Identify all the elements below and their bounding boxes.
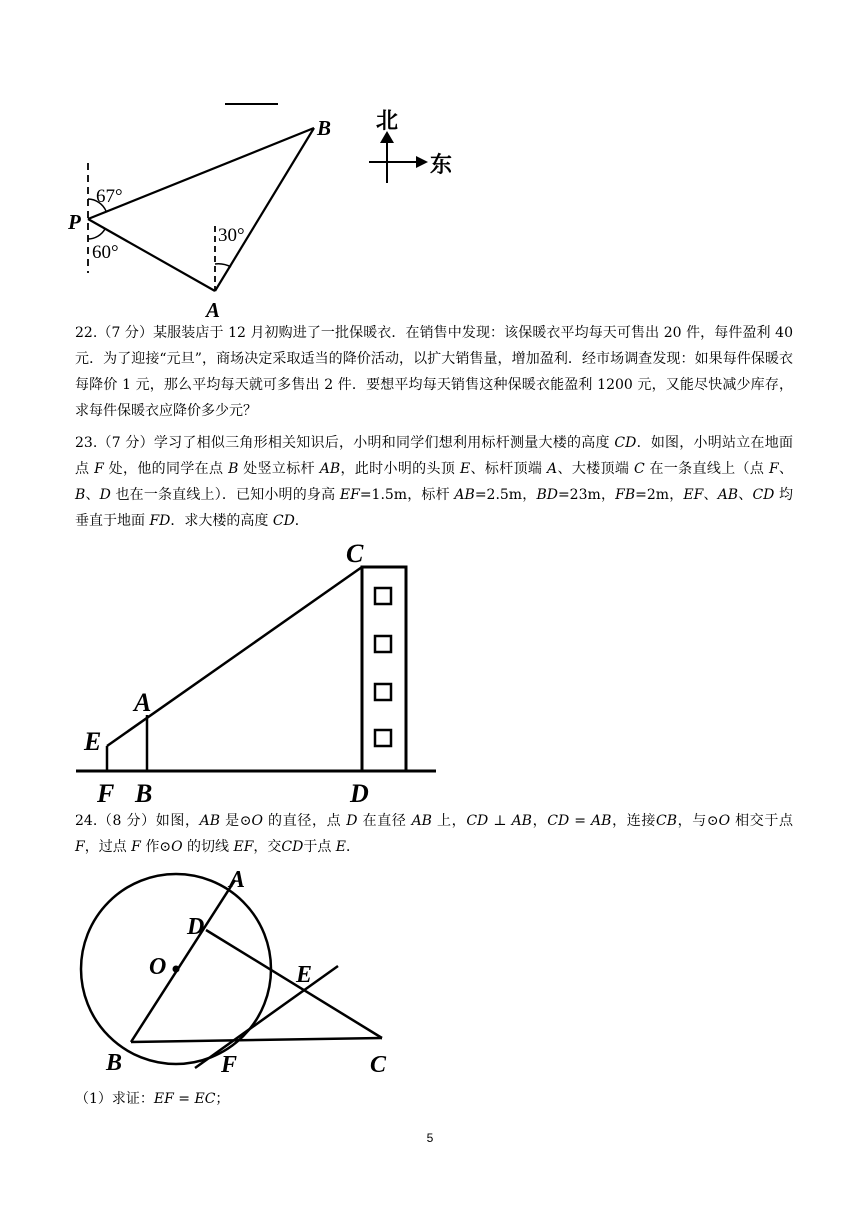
center-point-o bbox=[173, 966, 180, 973]
text-segment: 学习了相似三角形相关知识后，小明和同学们想利用标杆测量大楼的高度 bbox=[153, 435, 615, 451]
text-segment: 相交于点 bbox=[730, 813, 794, 829]
page-number: 5 bbox=[426, 1131, 434, 1145]
math-var: CD bbox=[281, 839, 304, 855]
math-var: AB bbox=[319, 461, 341, 477]
label-a: A bbox=[229, 867, 246, 893]
text-segment: ．求大楼的高度 bbox=[170, 513, 273, 529]
math-var: EF bbox=[683, 487, 704, 503]
math-var: D bbox=[99, 487, 111, 503]
label-b: B bbox=[317, 116, 332, 140]
math-var: F bbox=[768, 461, 779, 477]
math-var: B bbox=[228, 461, 239, 477]
segment-dc bbox=[206, 930, 382, 1038]
question-score: （7 分） bbox=[97, 435, 154, 451]
text-segment: ，过点 bbox=[84, 839, 132, 855]
text-segment: 的直径，点 bbox=[262, 813, 347, 829]
circle-figure bbox=[70, 862, 420, 1090]
text-segment: ． bbox=[346, 839, 361, 855]
text-segment: =2m， bbox=[635, 487, 684, 503]
text-segment: 是⊙ bbox=[220, 813, 252, 829]
math-var: EF bbox=[339, 487, 360, 503]
question-24 bbox=[75, 808, 793, 860]
label-angle-60: 60° bbox=[92, 242, 119, 263]
text-segment: 作⊙ bbox=[140, 839, 172, 855]
building-window-4 bbox=[375, 730, 391, 746]
math-var: O bbox=[718, 813, 731, 829]
label-o: O bbox=[149, 954, 167, 980]
compass-east-arrow-icon bbox=[416, 156, 428, 168]
building-window-3 bbox=[375, 684, 391, 700]
text-segment: 、大楼顶端 bbox=[557, 461, 634, 477]
text-segment: =23m， bbox=[557, 487, 616, 503]
label-b: B bbox=[106, 1050, 123, 1076]
text-segment: 、 bbox=[778, 461, 794, 477]
diameter-ab bbox=[131, 880, 235, 1042]
text-segment: =2.5m， bbox=[474, 487, 537, 503]
question-24-part-1 bbox=[75, 1086, 793, 1112]
text-segment: 也在一条直线上）．已知小明的身高 bbox=[110, 487, 340, 503]
label-f: F bbox=[97, 779, 115, 808]
text-segment: 如图， bbox=[155, 813, 200, 829]
question-number: 24. bbox=[75, 813, 98, 829]
text-segment: 在直径 bbox=[357, 813, 412, 829]
building bbox=[362, 567, 406, 771]
angle-arc-a bbox=[215, 264, 231, 267]
math-var: FB bbox=[615, 487, 636, 503]
segment-bc bbox=[131, 1038, 382, 1042]
sight-line-ec bbox=[107, 567, 362, 746]
math-var: B bbox=[75, 487, 86, 503]
text-segment: ，连接 bbox=[611, 813, 656, 829]
math-var: AB bbox=[717, 487, 739, 503]
math-var: CD bbox=[752, 487, 775, 503]
math-var: F bbox=[131, 839, 141, 855]
math-var: F bbox=[94, 461, 104, 477]
building-window-2 bbox=[375, 636, 391, 652]
text-segment: 处竖立标杆 bbox=[238, 461, 320, 477]
text-segment: 在一条直线上（点 bbox=[644, 461, 769, 477]
text-segment: 、 bbox=[703, 487, 718, 503]
math-var: EF bbox=[233, 839, 254, 855]
question-23 bbox=[75, 430, 793, 534]
part-prefix: （1）求证： bbox=[75, 1091, 154, 1107]
text-segment: 、标杆顶端 bbox=[470, 461, 548, 477]
question-22 bbox=[75, 320, 793, 424]
text-segment: ，此时小明的头顶 bbox=[340, 461, 460, 477]
text-segment: =1.5m，标杆 bbox=[359, 487, 455, 503]
math-var: O bbox=[171, 839, 183, 855]
text-segment: 均垂直于地面 bbox=[75, 487, 793, 529]
label-d: D bbox=[350, 779, 369, 808]
math-var: CD bbox=[272, 513, 295, 529]
compass-north-label: 北 bbox=[376, 108, 399, 133]
text-segment: ，交 bbox=[253, 839, 282, 855]
math-var: E bbox=[459, 461, 471, 477]
label-f: F bbox=[221, 1052, 238, 1078]
math-var: D bbox=[346, 813, 358, 829]
part-suffix: ； bbox=[215, 1091, 230, 1107]
math-var: O bbox=[251, 813, 263, 829]
question-score: （7 分） bbox=[97, 325, 154, 341]
math-var: AB bbox=[411, 813, 432, 829]
question-number: 22. bbox=[75, 325, 98, 341]
label-c: C bbox=[346, 539, 364, 568]
compass-east-label: 东 bbox=[430, 152, 453, 177]
label-e: E bbox=[296, 962, 313, 988]
building-window-1 bbox=[375, 588, 391, 604]
text-segment: 处，他的同学在点 bbox=[103, 461, 229, 477]
math-expression: CD ⊥ AB bbox=[466, 813, 532, 829]
angle-arc-bottom bbox=[88, 229, 105, 239]
building-figure bbox=[70, 530, 450, 810]
label-a: A bbox=[206, 298, 221, 322]
text-segment: ，与⊙ bbox=[676, 813, 719, 829]
text-segment: ， bbox=[531, 813, 548, 829]
text-segment: ． bbox=[294, 513, 309, 529]
math-var: A bbox=[547, 461, 558, 477]
math-expression: CD = AB bbox=[547, 813, 612, 829]
label-d: D bbox=[187, 914, 205, 940]
text-segment: 上， bbox=[431, 813, 467, 829]
question-text: 某服装店于 12 月初购进了一批保暖衣．在销售中发现：该保暖衣平均每天可售出 20 件，每件盈利 40 元．为了迎接“元旦”，商场决定采取适当的降价活动，以扩大销售量，增加盈利．经市场调查发现：如果每件保暖衣每降价 1 元，那么平均每天就可多售出 2 件．要想平均每天销售这种保暖衣能盈利 1200 元，又能尽快减少库存，求每件保暖衣应降价多少元？ bbox=[75, 325, 793, 419]
math-var: CD bbox=[614, 435, 637, 451]
label-c: C bbox=[370, 1052, 387, 1078]
math-var: FD bbox=[149, 513, 171, 529]
label-e: E bbox=[84, 727, 102, 756]
text-segment: 的切线 bbox=[182, 839, 234, 855]
text-segment: 于点 bbox=[303, 839, 336, 855]
math-expression: EF = EC bbox=[153, 1091, 216, 1107]
bearing-figure bbox=[60, 98, 480, 323]
question-score: （8 分） bbox=[97, 813, 156, 829]
text-segment: 、 bbox=[85, 487, 100, 503]
math-var: AB bbox=[454, 487, 475, 503]
label-b: B bbox=[135, 779, 153, 808]
question-number: 23. bbox=[75, 435, 98, 451]
math-var: E bbox=[335, 839, 347, 855]
label-angle-67: 67° bbox=[96, 186, 123, 207]
math-var: C bbox=[633, 461, 645, 477]
label-p: P bbox=[68, 210, 81, 234]
math-var: BD bbox=[536, 487, 558, 503]
text-segment: 、 bbox=[738, 487, 753, 503]
label-a: A bbox=[134, 688, 152, 717]
math-var: CB bbox=[655, 813, 677, 829]
math-var: F bbox=[75, 839, 85, 855]
text-segment: ．如图，小明站立在地面点 bbox=[75, 435, 794, 477]
label-angle-30: 30° bbox=[218, 225, 245, 246]
tangent-ef bbox=[195, 966, 338, 1068]
math-var: AB bbox=[199, 813, 221, 829]
